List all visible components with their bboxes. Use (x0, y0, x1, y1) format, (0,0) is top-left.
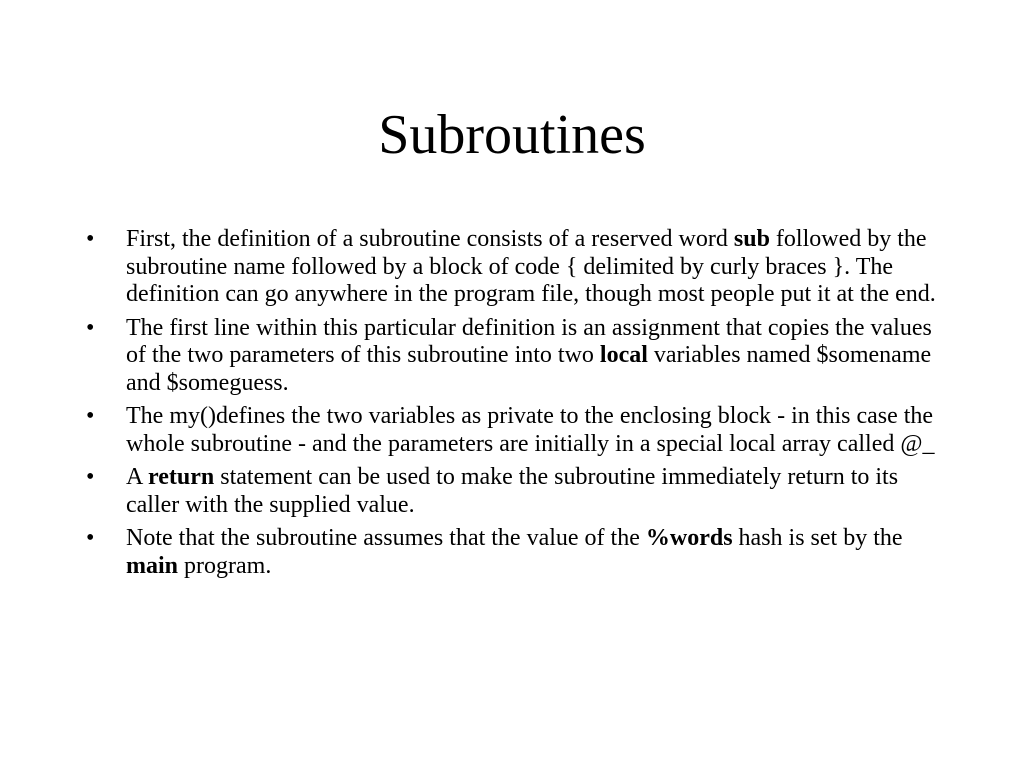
bold-keyword: local (599, 342, 648, 368)
bullet-item-my-defines (86, 403, 946, 458)
text-segment: program. (178, 552, 272, 579)
bullet-list (86, 226, 946, 586)
bold-keyword: main (126, 552, 179, 579)
bullet-item-return (86, 464, 946, 519)
text-segment: hash is set by the (732, 525, 903, 551)
bold-keyword: sub (733, 226, 770, 252)
bullet-text (126, 315, 932, 396)
bullet-item-first-line (86, 315, 946, 398)
text-segment: statement can be used to make the subroutine immediately return to its caller with the supplied value. (126, 464, 899, 518)
bullet-marker: • (86, 525, 95, 551)
text-segment: variables named $somename and $someguess. (126, 342, 932, 396)
text-segment: A (126, 464, 149, 490)
text-segment: Note that the subroutine assumes that the value of the (126, 525, 646, 551)
text-segment: The my()defines the two variables as private to the enclosing block - in this case the whole subroutine - and the parameters are initially in a special local array called @_ (126, 403, 935, 457)
bullet-marker: • (86, 403, 95, 429)
bullet-marker: • (86, 314, 95, 341)
bold-keyword: return (148, 464, 215, 490)
text-segment: First, the definition of a subroutine consists of a reserved word (126, 226, 734, 252)
bullet-marker: • (86, 226, 95, 252)
text-segment: The first line within this particular definition is an assignment that copies the values of the two parameters of this subroutine into two (126, 314, 932, 368)
bullet-text (126, 464, 898, 518)
bullet-item-words-hash (86, 525, 946, 580)
bold-keyword: %words (645, 525, 733, 551)
bullet-item-sub-definition (86, 226, 946, 309)
bullet-text (126, 525, 903, 579)
slide-title: Subroutines (378, 104, 646, 166)
bullet-marker: • (86, 464, 95, 490)
text-segment: followed by the subroutine name followed by a block of code { delimited by curly braces }. The definition can go anywhere in the program file, though most people put it at the end. (126, 226, 936, 307)
bullet-text (126, 226, 936, 307)
bullet-text (126, 403, 934, 457)
